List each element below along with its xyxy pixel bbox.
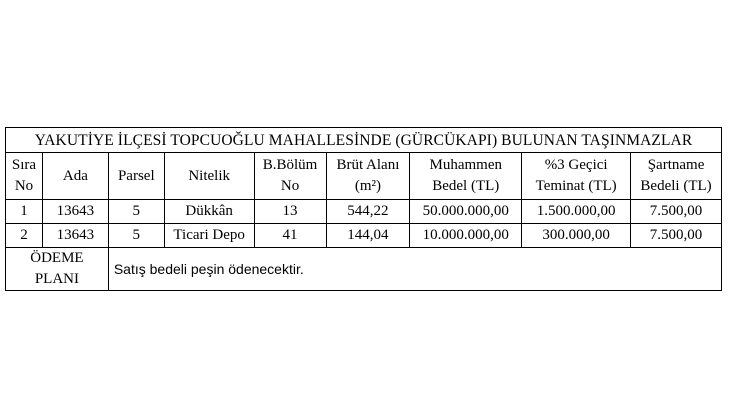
payment-plan-label-line: ÖDEME [30,250,84,266]
header-line: Nitelik [188,167,230,184]
cell-bagimsiz-bolum-no: 13 [254,200,326,224]
header-parsel [108,153,164,200]
header-sira-no [6,153,43,200]
header-line: Bedeli (TL) [640,178,712,194]
header-line: %3 Geçici [544,157,608,173]
cell-muhammen-bedel: 50.000.000,00 [410,200,522,224]
cell-ada: 13643 [42,224,108,248]
header-line: Bedel (TL) [432,178,500,194]
cell-nitelik: Dükkân [164,200,254,224]
header-line: Ada [62,167,88,184]
cell-gecici-teminat: 300.000,00 [522,224,631,248]
cell-brut-alan: 544,22 [326,200,410,224]
cell-sira-no: 2 [6,224,43,248]
cell-gecici-teminat: 1.500.000,00 [522,200,631,224]
header-line: Sıra [11,157,37,173]
header-gecici-teminat [522,153,631,200]
header-line: Muhammen [429,157,502,173]
header-row [6,153,722,200]
payment-plan-row [6,248,722,291]
header-line: No [280,178,300,194]
payment-plan-text: Satış bedeli peşin ödenecektir. [108,248,721,291]
table-row [6,200,722,224]
cell-bagimsiz-bolum-no: 41 [254,224,326,248]
header-line: B.Bölüm [262,157,318,173]
property-listing-table [5,127,722,291]
cell-sartname-bedeli: 7.500,00 [631,224,722,248]
header-ada [42,153,108,200]
header-line: Teminat (TL) [535,178,617,194]
header-line: Brüt Alanı [336,157,400,173]
payment-plan-label [6,248,109,291]
cell-brut-alan: 144,04 [326,224,410,248]
header-line: (m²) [354,178,381,194]
header-line: No [14,178,34,194]
title-row [6,128,722,153]
cell-parsel: 5 [108,224,164,248]
table-title: YAKUTİYE İLÇESİ TOPCUOĞLU MAHALLESİNDE (GÜRCÜKAPI) BULUNAN TAŞINMAZLAR [6,128,722,153]
cell-ada: 13643 [42,200,108,224]
header-line: Parsel [117,167,155,184]
cell-parsel: 5 [108,200,164,224]
cell-muhammen-bedel: 10.000.000,00 [410,224,522,248]
header-sartname-bedeli [631,153,722,200]
header-brut-alan [326,153,410,200]
cell-sira-no: 1 [6,200,43,224]
cell-sartname-bedeli: 7.500,00 [631,200,722,224]
header-line: Şartname [647,157,705,173]
header-nitelik [164,153,254,200]
header-bagimsiz-bolum-no [254,153,326,200]
table-row [6,224,722,248]
payment-plan-label-line: PLANI [34,271,79,287]
cell-nitelik: Ticari Depo [164,224,254,248]
header-muhammen-bedel [410,153,522,200]
